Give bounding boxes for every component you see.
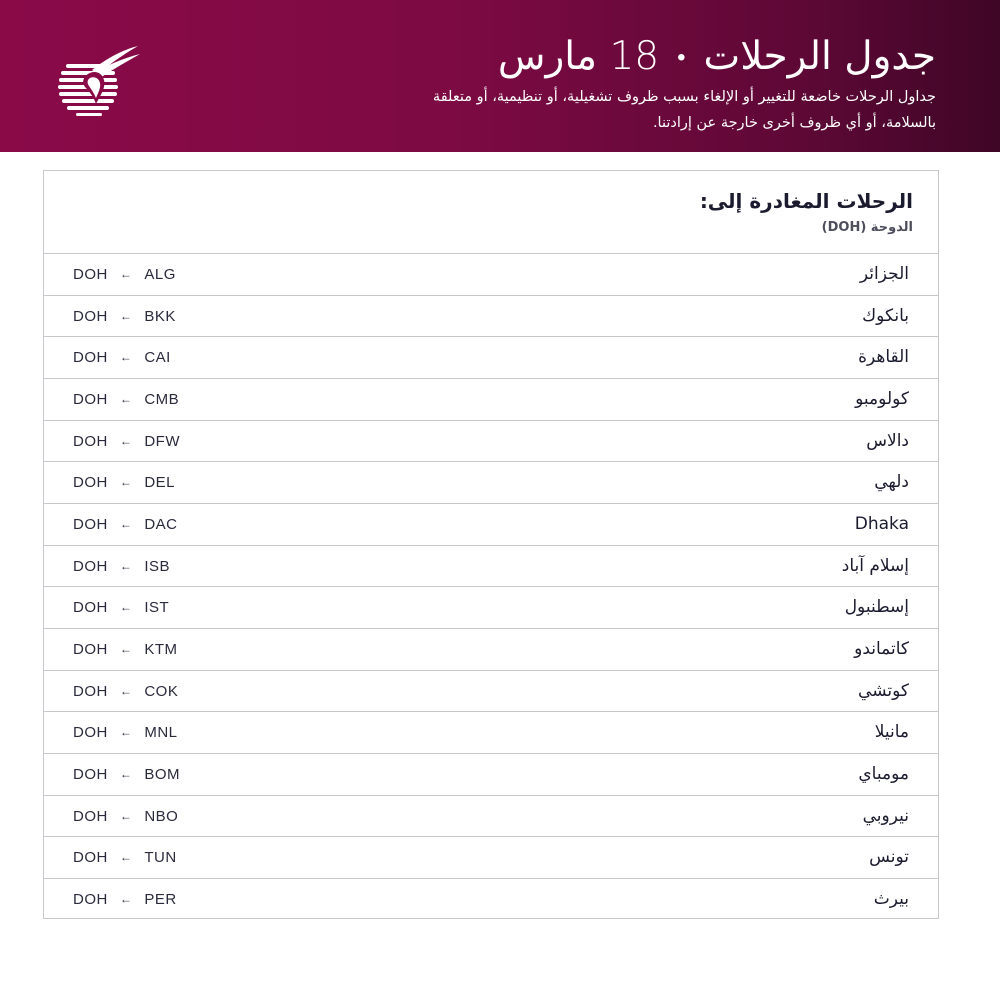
card-title: الرحلات المغادرة إلى: — [699, 189, 913, 213]
card-subtitle: الدوحة (DOH) — [821, 220, 913, 235]
route-destination: DOH — [73, 599, 108, 617]
route — [73, 837, 177, 878]
route — [73, 671, 178, 712]
route-destination: DOH — [73, 640, 108, 658]
departures-list — [44, 254, 938, 921]
route-origin: COK — [144, 682, 179, 700]
route-origin: ALG — [144, 266, 176, 283]
city-name: دلهي — [874, 472, 909, 493]
route-origin: MNL — [144, 724, 178, 742]
table-row — [44, 879, 938, 921]
city-name: تونس — [869, 847, 909, 868]
route-origin: BKK — [144, 307, 176, 325]
route-origin: DEL — [144, 474, 176, 492]
city-name: بيرث — [873, 888, 909, 909]
arrow-left-icon: ← — [119, 808, 133, 823]
route-destination: DOH — [73, 515, 108, 533]
arrow-left-icon: ← — [119, 600, 133, 615]
route-destination: DOH — [73, 474, 108, 492]
table-row — [44, 837, 938, 879]
route-origin: ISB — [144, 557, 171, 575]
route-origin: DFW — [144, 432, 180, 450]
city-name: مومباي — [858, 763, 909, 784]
city-name: بانكوك — [862, 305, 909, 326]
page-title — [498, 30, 936, 84]
table-row — [44, 671, 938, 713]
arrow-left-icon: ← — [119, 558, 133, 573]
title-date: 18 مارس — [497, 34, 660, 79]
table-row — [44, 629, 938, 671]
city-name: كولومبو — [855, 388, 909, 409]
title-text: جدول الرحلات — [703, 34, 936, 79]
route — [73, 796, 178, 837]
arrow-left-icon: ← — [119, 475, 133, 490]
route — [73, 254, 176, 295]
arrow-left-icon: ← — [119, 391, 133, 406]
departures-card — [43, 170, 939, 919]
route — [73, 296, 176, 337]
city-name: نيروبي — [862, 805, 909, 826]
table-row — [44, 796, 938, 838]
route-origin: TUN — [144, 849, 177, 867]
arrow-left-icon: ← — [119, 891, 133, 906]
route-origin: IST — [144, 599, 170, 617]
route — [73, 462, 175, 503]
city-name: إسلام آباد — [841, 555, 909, 576]
oryx-logo-icon — [52, 40, 144, 120]
route-destination: DOH — [73, 307, 108, 325]
table-row — [44, 296, 938, 338]
city-name: القاهرة — [858, 347, 909, 368]
arrow-left-icon: ← — [119, 267, 133, 281]
title-separator: • — [677, 43, 686, 71]
route — [73, 337, 171, 378]
table-row — [44, 254, 938, 296]
route-destination: DOH — [73, 349, 108, 367]
table-row — [44, 379, 938, 421]
arrow-left-icon: ← — [119, 308, 133, 323]
table-row — [44, 712, 938, 754]
city-name: الجزائر — [859, 264, 909, 284]
route-origin: PER — [144, 890, 177, 908]
city-name: مانيلا — [874, 722, 909, 743]
table-row — [44, 421, 938, 463]
disclaimer-text: جداول الرحلات خاضعة للتغيير أو الإلغاء بسبب ظروف تشغيلية، أو تنظيمية، أو متعلقة بالسلامة، أو أي ظروف أخرى خارجة عن إرادتنا. — [432, 89, 936, 131]
route-origin: KTM — [144, 640, 178, 658]
route-destination: DOH — [73, 724, 108, 742]
city-name: إسطنبول — [844, 597, 909, 618]
table-row — [44, 546, 938, 588]
route — [73, 879, 177, 920]
route-destination: DOH — [73, 432, 108, 450]
card-header — [44, 171, 938, 254]
arrow-left-icon: ← — [119, 725, 133, 740]
route-origin: NBO — [144, 807, 179, 825]
route-destination: DOH — [73, 765, 108, 783]
arrow-left-icon: ← — [119, 683, 133, 698]
route-origin: BOM — [144, 765, 181, 783]
route-destination: DOH — [73, 682, 108, 700]
table-row — [44, 337, 938, 379]
arrow-left-icon: ← — [119, 641, 133, 656]
route — [73, 629, 178, 670]
table-row — [44, 462, 938, 504]
table-row — [44, 504, 938, 546]
arrow-left-icon: ← — [119, 350, 133, 365]
table-row — [44, 587, 938, 629]
route-origin: CAI — [144, 349, 171, 367]
route — [73, 379, 179, 420]
route-destination: DOH — [73, 807, 108, 825]
arrow-left-icon: ← — [119, 766, 133, 781]
route — [73, 712, 178, 753]
route-destination: DOH — [73, 390, 108, 408]
route — [73, 421, 180, 462]
route — [73, 754, 180, 795]
route-origin: CMB — [144, 390, 180, 408]
route — [73, 546, 170, 587]
route-destination: DOH — [73, 849, 108, 867]
route-origin: DAC — [144, 515, 178, 533]
arrow-left-icon: ← — [119, 850, 133, 865]
city-name: دالاس — [866, 430, 909, 451]
arrow-left-icon: ← — [119, 516, 133, 531]
route — [73, 504, 178, 545]
header-banner — [0, 0, 1000, 152]
city-name: كاتماندو — [854, 638, 909, 659]
city-name: Dhaka — [854, 513, 909, 534]
route-destination: DOH — [73, 266, 108, 283]
arrow-left-icon: ← — [119, 433, 133, 448]
city-name: كوتشي — [858, 680, 909, 701]
route-destination: DOH — [73, 557, 108, 575]
route — [73, 587, 169, 628]
table-row — [44, 754, 938, 796]
route-destination: DOH — [73, 890, 108, 908]
